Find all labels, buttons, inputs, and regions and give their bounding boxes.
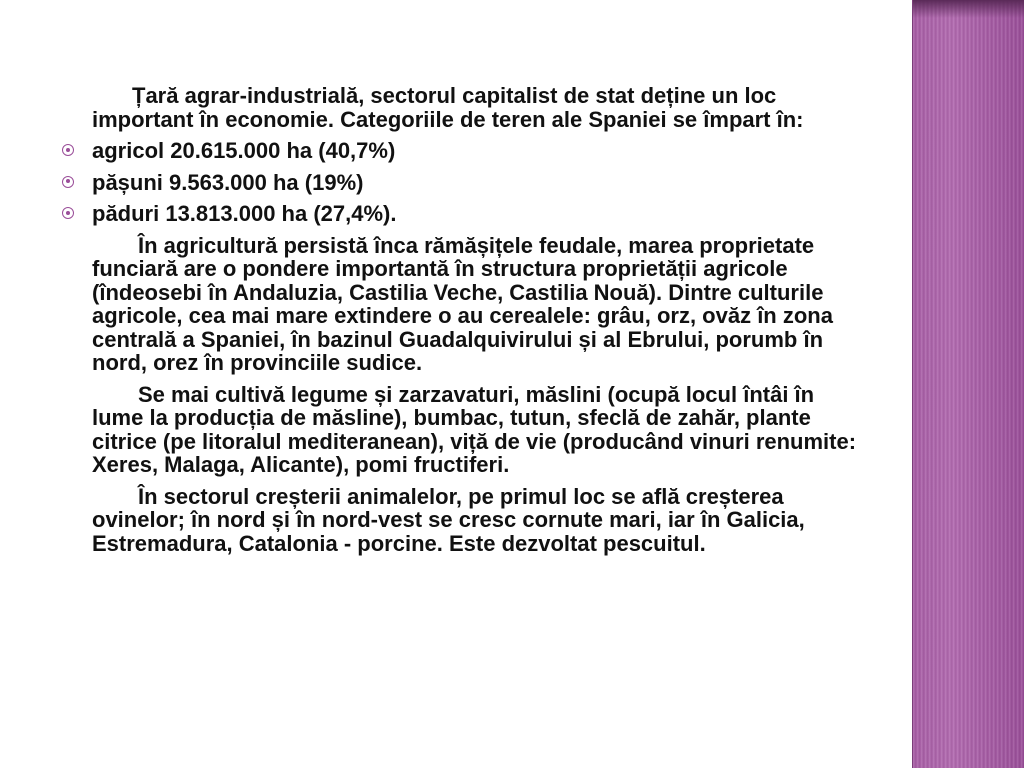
bullet-item-forests: [62, 202, 862, 226]
bullet-text: pășuni 9.563.000 ha (19%): [92, 169, 364, 195]
decorative-side-band: [912, 0, 1024, 768]
side-band-shade: [913, 0, 1024, 18]
circle-bullet-icon: [62, 176, 74, 188]
bullet-text: păduri 13.813.000 ha (27,4%).: [92, 201, 397, 226]
bullet-item-agricultural: [62, 139, 862, 163]
crops-paragraph: Se mai cultivă legume și zarzavaturi, măslini (ocupă locul întâi în lume la producția de măsline), bumbac, tutun, sfeclă de zahăr, plante citrice (pe litoralul mediteranean), viță de vie (producând vinuri renumite: Xeres, Malaga, Alicante), pomi fructiferi.: [92, 381, 857, 477]
bullet-text: agricol 20.615.000 ha (40,7%): [92, 138, 396, 163]
slide-content: [62, 84, 862, 563]
intro-paragraph: Țară agrar-industrială, sectorul capitalist de stat deține un loc important în economie. Categoriile de teren ale Spaniei se împart în:: [92, 83, 804, 132]
bullet-item-pastures: [62, 171, 862, 195]
livestock-paragraph: În sectorul creșterii animalelor, pe primul loc se află creșterea ovinelor; în nord și în nord-vest se cresc cornute mari, iar în Galicia, Estremadura, Catalonia - porcine. Este dezvoltat pescuitul.: [92, 483, 805, 556]
circle-bullet-icon: [62, 144, 74, 156]
agriculture-paragraph: În agricultură persistă înca rămășițele feudale, marea proprietate funciară are o pondere importantă în structura proprietății agricole (îndeosebi în Andaluzia, Castilia Veche, Castilia Nouă). Dintre culturile agricole, cea mai mare extindere o au cerealele: grâu, orz, ovăz în zona centrală a Spaniei, în bazinul Guadalquivirului și al Ebrului, porumb în nord, orez în provinciile sudice.: [92, 232, 833, 375]
circle-bullet-icon: [62, 207, 74, 219]
